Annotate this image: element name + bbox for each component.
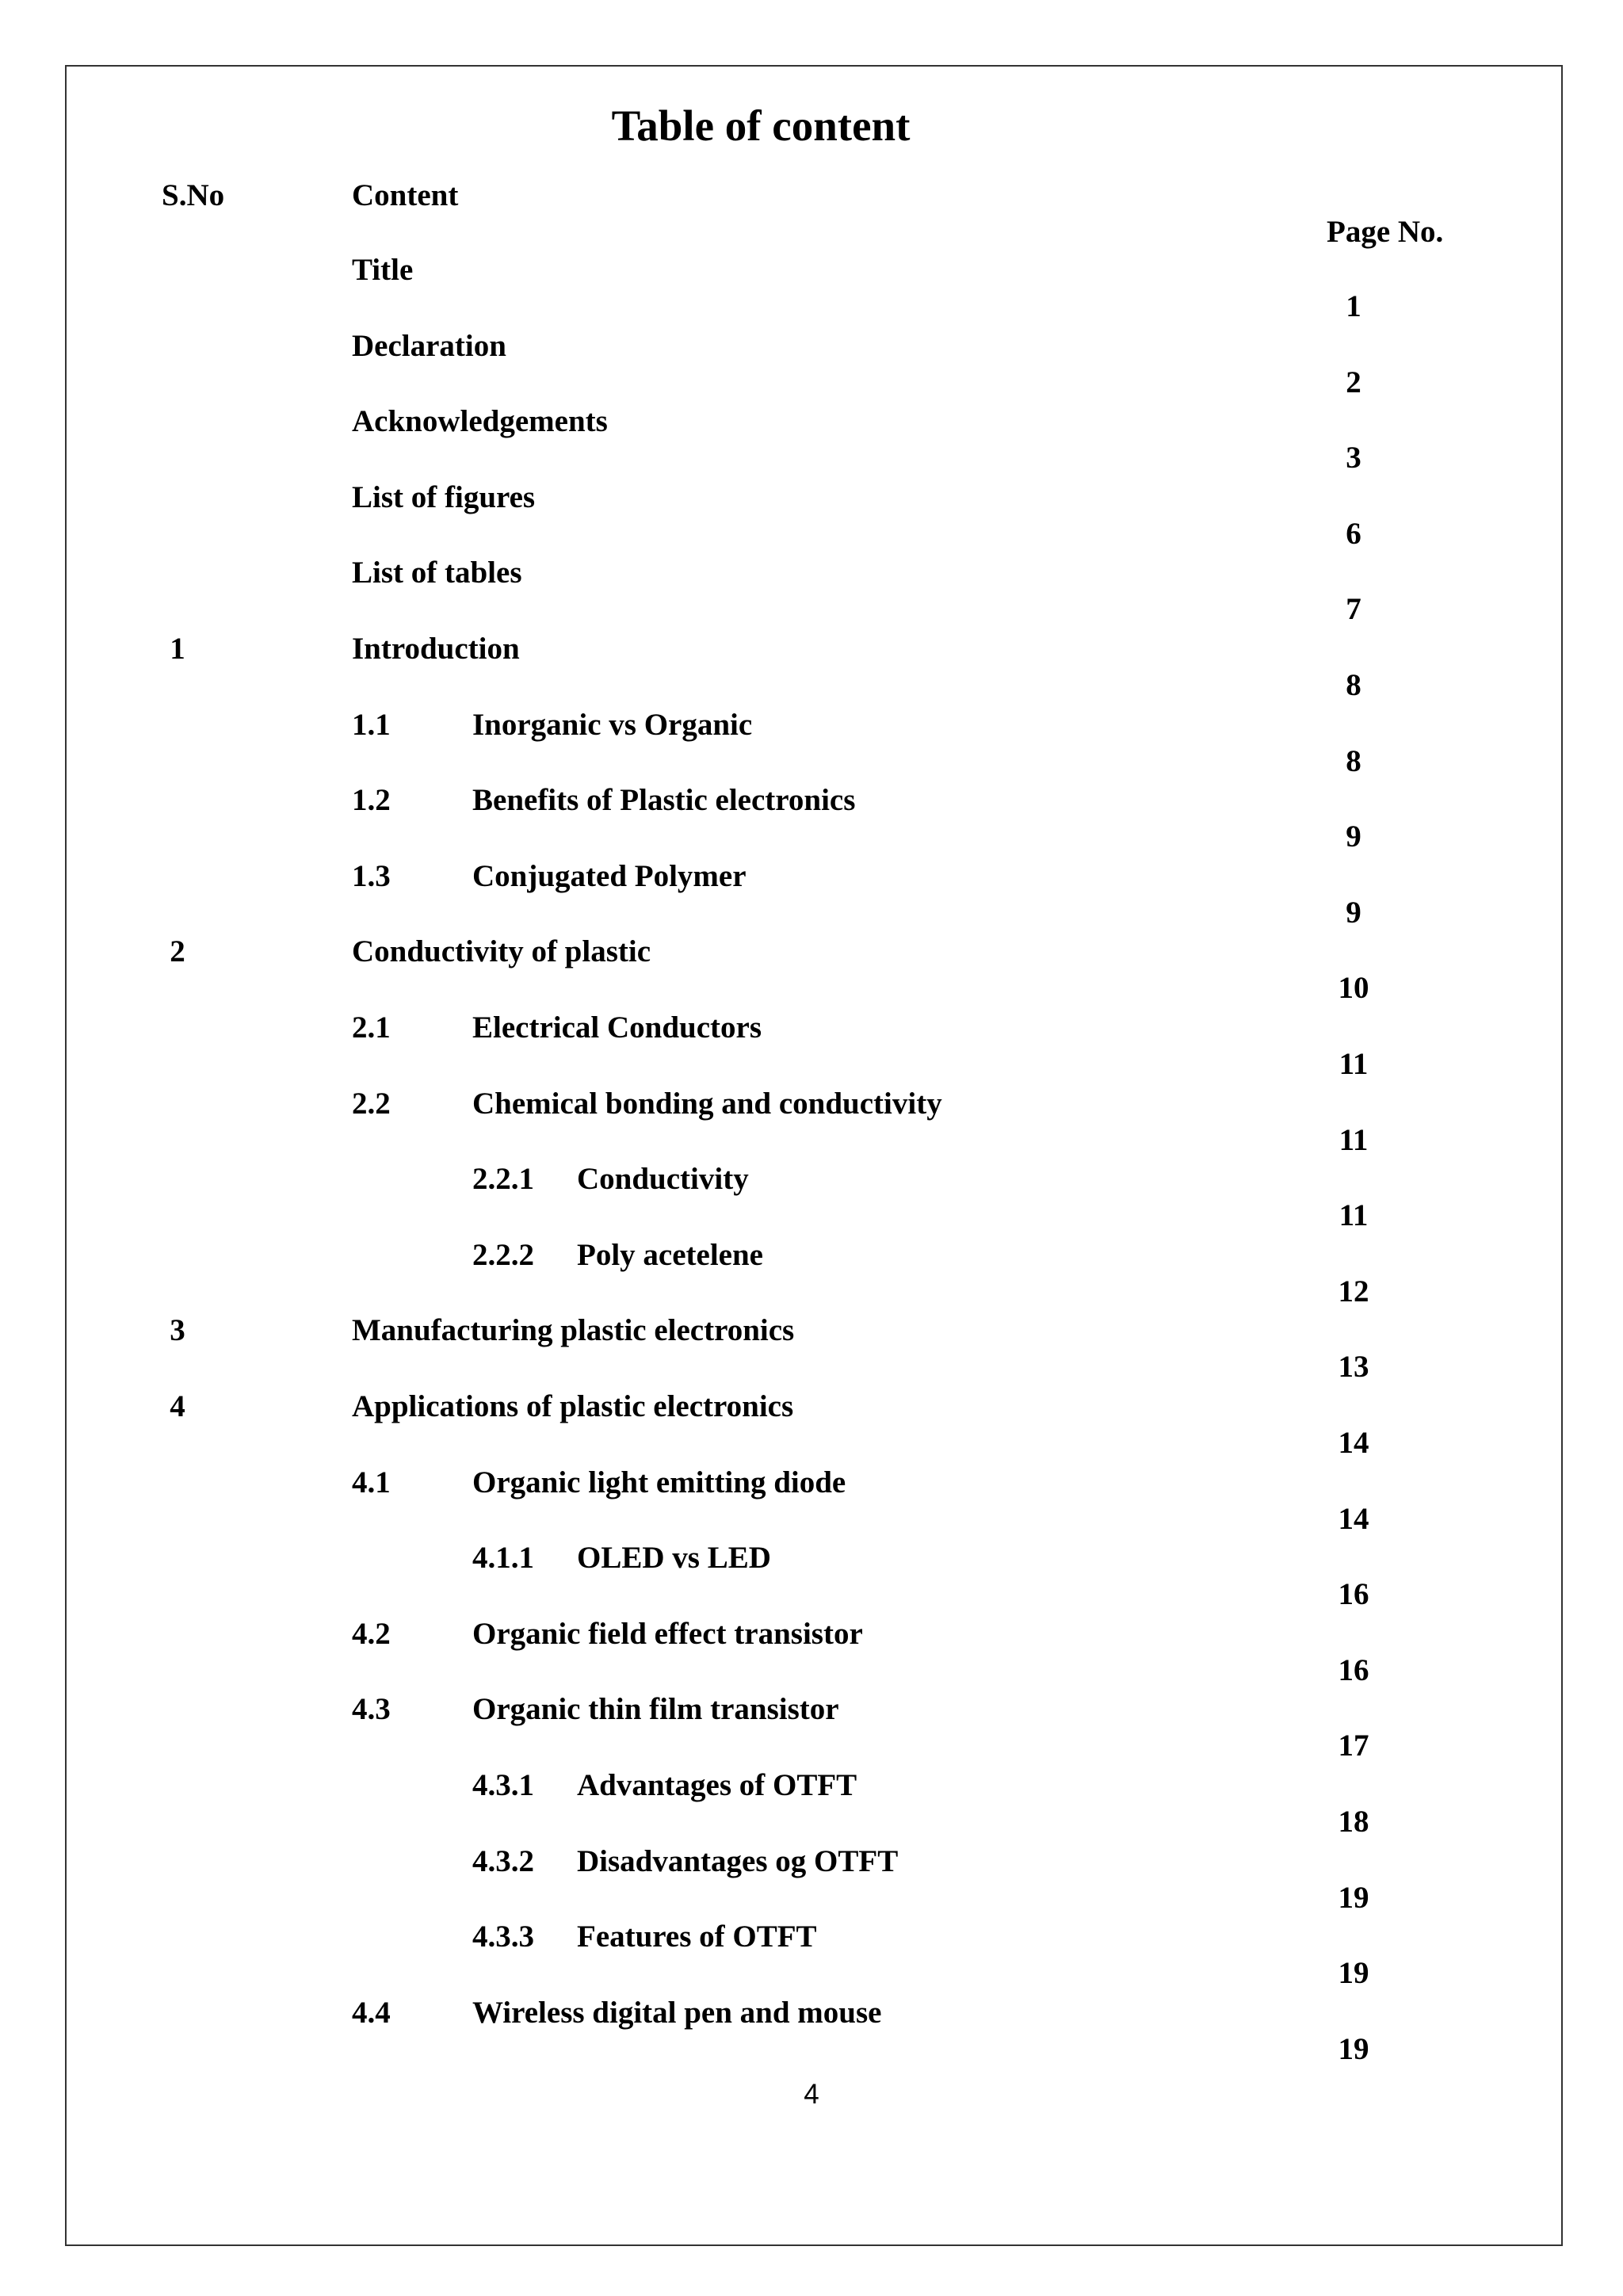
toc-entry xyxy=(0,631,1623,667)
toc-entry-page: 9 xyxy=(1346,819,1361,854)
toc-entry xyxy=(0,1843,1623,1880)
toc-entry xyxy=(0,1767,1623,1804)
toc-entry xyxy=(0,1312,1623,1349)
toc-entry-text: Advantages of OTFT xyxy=(577,1768,857,1802)
toc-entry-number: 4.3.3 xyxy=(472,1920,534,1954)
toc-entry xyxy=(0,1995,1623,2031)
toc-entry-text: Conjugated Polymer xyxy=(472,859,747,893)
toc-entry-number: 1.3 xyxy=(352,859,391,893)
toc-entry xyxy=(0,1691,1623,1728)
toc-entry-text: OLED vs LED xyxy=(577,1541,771,1575)
toc-entry xyxy=(0,1237,1623,1274)
toc-entry-text: Inorganic vs Organic xyxy=(472,708,753,742)
toc-entry xyxy=(0,403,1623,440)
toc-entry-sno: 4 xyxy=(170,1389,185,1423)
toc-entry-page: 6 xyxy=(1346,517,1361,551)
toc-entry xyxy=(0,1389,1623,1425)
toc-entry xyxy=(0,1010,1623,1046)
toc-entry-sno: 3 xyxy=(170,1313,185,1347)
toc-entry-number: 2.2.2 xyxy=(472,1238,534,1272)
header-content: Content xyxy=(352,178,459,212)
toc-entry-number: 2.2 xyxy=(352,1087,391,1121)
toc-entry-page: 18 xyxy=(1338,1805,1369,1839)
toc-entry xyxy=(0,1086,1623,1122)
toc-entry-text: Features of OTFT xyxy=(577,1920,817,1954)
toc-entry xyxy=(0,1465,1623,1501)
toc-entry-text: Organic field effect transistor xyxy=(472,1617,863,1651)
toc-entry-page: 3 xyxy=(1346,441,1361,475)
toc-entry-text: Organic light emitting diode xyxy=(472,1465,846,1499)
toc-entry-number: 4.1 xyxy=(352,1465,391,1499)
toc-entry xyxy=(0,707,1623,743)
toc-entry xyxy=(0,858,1623,895)
toc-entry-page: 14 xyxy=(1338,1426,1369,1460)
toc-entry-text: Organic thin film transistor xyxy=(472,1692,839,1726)
toc-entry xyxy=(0,555,1623,591)
toc-entry-page: 16 xyxy=(1338,1577,1369,1611)
toc-entry-number: 4.2 xyxy=(352,1617,391,1651)
page-title: Table of content xyxy=(611,101,911,150)
toc-entry-text: Introduction xyxy=(352,632,520,666)
toc-entry-page: 8 xyxy=(1346,744,1361,778)
toc-entry-number: 4.1.1 xyxy=(472,1541,534,1575)
toc-entry-page: 1 xyxy=(1346,289,1361,323)
toc-entry-sno: 1 xyxy=(170,632,185,666)
toc-entry-text: Conductivity xyxy=(577,1162,749,1196)
toc-entry xyxy=(0,328,1623,365)
toc-entry-page: 11 xyxy=(1338,1047,1369,1081)
toc-entry-number: 4.3.2 xyxy=(472,1844,534,1878)
toc-entry-page: 8 xyxy=(1346,668,1361,702)
toc-entry-text: Disadvantages og OTFT xyxy=(577,1844,899,1878)
toc-entry-number: 1.1 xyxy=(352,708,391,742)
toc-entry-page: 9 xyxy=(1346,896,1361,930)
toc-entry-page: 13 xyxy=(1338,1350,1369,1384)
toc-entry-text: Acknowledgements xyxy=(352,404,608,438)
toc-entry-number: 4.3 xyxy=(352,1692,391,1726)
toc-entry-page: 10 xyxy=(1338,971,1369,1005)
toc-entry xyxy=(0,934,1623,970)
toc-entry xyxy=(0,1161,1623,1198)
toc-entry-number: 1.2 xyxy=(352,783,391,817)
toc-entry-number: 4.3.1 xyxy=(472,1768,534,1802)
toc-entry xyxy=(0,1616,1623,1652)
header-sno: S.No xyxy=(162,178,225,212)
toc-entry-number: 4.4 xyxy=(352,1996,391,2030)
toc-entry-page: 19 xyxy=(1338,1956,1369,1990)
toc-entry-text: Manufacturing plastic electronics xyxy=(352,1313,795,1347)
toc-entry xyxy=(0,782,1623,819)
toc-entry-number: 2.1 xyxy=(352,1010,391,1045)
toc-entry-text: Applications of plastic electronics xyxy=(352,1389,794,1423)
toc-entry xyxy=(0,252,1623,288)
toc-entry-number: 2.2.1 xyxy=(472,1162,534,1196)
footer-page-number: 4 xyxy=(804,2079,819,2110)
toc-entry-page: 7 xyxy=(1346,592,1361,626)
toc-entry-text: Chemical bonding and conductivity xyxy=(472,1087,942,1121)
toc-entry-text: Electrical Conductors xyxy=(472,1010,762,1045)
toc-entry-page: 19 xyxy=(1338,1881,1369,1915)
toc-entry-text: Benefits of Plastic electronics xyxy=(472,783,856,817)
toc-entry-page: 16 xyxy=(1338,1653,1369,1687)
toc-entry-page: 2 xyxy=(1346,365,1361,399)
toc-entry xyxy=(0,479,1623,516)
toc-entry-text: List of tables xyxy=(352,556,522,590)
header-page-no: Page No. xyxy=(1327,215,1444,249)
toc-entry xyxy=(0,1540,1623,1576)
toc-entry-sno: 2 xyxy=(170,934,185,968)
toc-entry-page: 12 xyxy=(1338,1274,1369,1308)
toc-entry-text: Title xyxy=(352,253,414,287)
toc-entry-page: 11 xyxy=(1338,1198,1369,1232)
toc-entry-text: Poly acetelene xyxy=(577,1238,763,1272)
toc-entry-text: Wireless digital pen and mouse xyxy=(472,1996,882,2030)
toc-entry-text: Conductivity of plastic xyxy=(352,934,651,968)
toc-entry-page: 19 xyxy=(1338,2032,1369,2066)
toc-entry-page: 11 xyxy=(1338,1123,1369,1157)
toc-entry-page: 14 xyxy=(1338,1502,1369,1536)
toc-entry xyxy=(0,1919,1623,1955)
toc-entry-page: 17 xyxy=(1338,1729,1369,1763)
toc-entry-text: List of figures xyxy=(352,480,536,514)
toc-entry-text: Declaration xyxy=(352,329,506,363)
